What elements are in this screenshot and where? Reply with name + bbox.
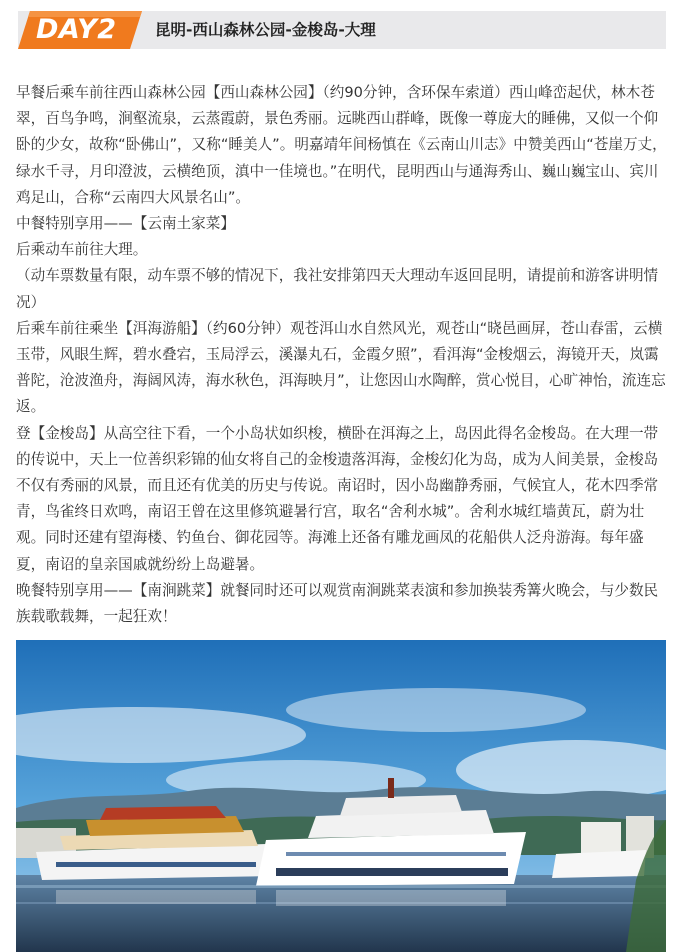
paragraph-dinner: 晚餐特别享用——【南涧跳菜】就餐同时还可以观赏南涧跳菜表演和参加换装秀篝火晚会，与少数民族载歌载舞，一起狂欢！ (16, 581, 659, 626)
itinerary-content (16, 80, 668, 630)
paragraph-train: 后乘动车前往大理。 (16, 241, 148, 259)
paragraph-train-note: （动车票数量有限，动车票不够的情况下，我社安排第四天大理动车返回昆明，请提前和游客讲明情况） (16, 267, 659, 311)
photo-illustration (16, 640, 666, 952)
paragraph-jinsuo-island: 登【金梭岛】从高空往下看，一个小岛状如织梭，横卧在洱海之上，岛因此得名金梭岛。在大理一带的传说中，天上一位善织彩锦的仙女将自己的金梭遗落洱海，金梭幻化为岛，成为人间美景，金梭岛不仅有秀丽的风景，而且还有优美的历史与传说。南诏时，因小岛幽静秀丽，气候宜人，花木四季常青，鸟雀终日欢鸣，南诏王曾在这里修筑避暑行宫，取名“舍利水城”。舍利水城红墙黄瓦，蔚为壮观。同时还建有望海楼、钓鱼台、御花园等。海滩上还备有雕龙画凤的花船供人泛舟游海。每年盛夏，南诏的皇亲国戚就纷纷上岛避暑。 (16, 424, 659, 573)
day-label: DAY2 (36, 14, 117, 45)
erhai-cruise-boats-photo (16, 640, 666, 952)
day-badge (18, 11, 142, 49)
paragraph-xishan: 早餐后乘车前往西山森林公园【西山森林公园】（约90分钟，含环保车索道）西山峰峦起伏，林木苍翠，百鸟争鸣，涧壑流泉，云蒸霞蔚，景色秀丽。远眺西山群峰，既像一尊庞大的睡佛，又似一个仰卧的少女，故称“卧佛山”，又称“睡美人”。明嘉靖年间杨慎在《云南山川志》中赞美西山“苍崖万丈，绿水千寻，月印澄波，云横绝顶，滇中一佳境也。”在明代，昆明西山与通海秀山、巍山巍宝山、宾川鸡足山，合称“云南四大风景名山”。 (16, 84, 667, 206)
paragraph-lunch: 中餐特别享用——【云南土家菜】 (16, 215, 235, 233)
route-title: 昆明-西山森林公园-金梭岛-大理 (155, 21, 376, 39)
day-header (18, 11, 666, 49)
paragraph-erhai-cruise: 后乘车前往乘坐【洱海游船】（约60分钟）观苍洱山水自然风光，观苍山“晓邑画屏，苍山春雷，云横玉带，风眼生辉，碧水叠宕，玉局浮云，溪瀑丸石，金霞夕照”，看洱海“金梭烟云，海镜开天，岚霭普陀，沧波渔舟，海阔风涛，海水秋色，洱海映月”，让您因山水陶醉，赏心悦目，心旷神怡，流连忘返。 (16, 319, 666, 416)
